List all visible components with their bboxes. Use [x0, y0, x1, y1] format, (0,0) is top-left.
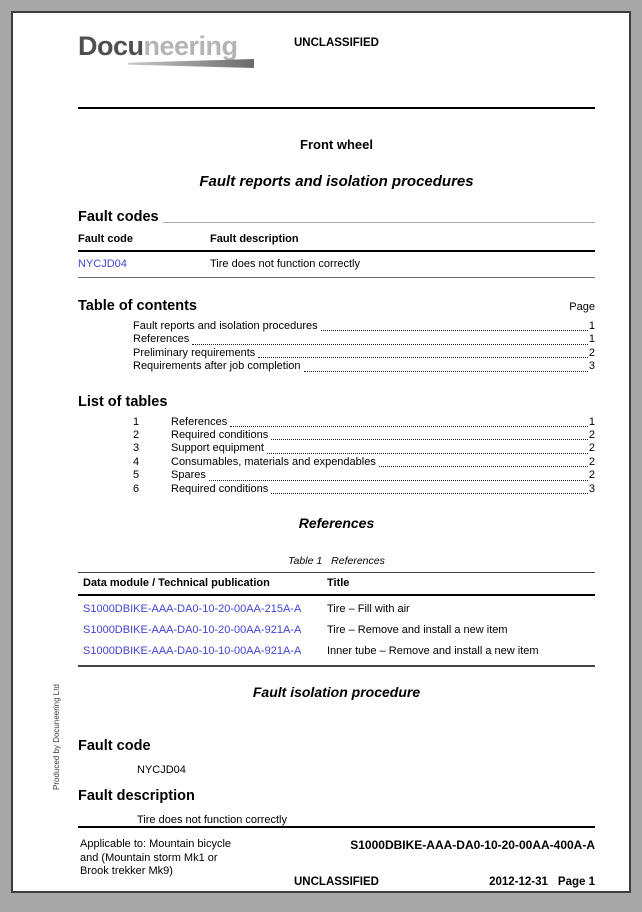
applicability-line: and (Mountain storm Mk1 or: [80, 851, 218, 864]
header-divider: [78, 107, 595, 109]
applicability-line: Applicable to: Mountain bicycle: [80, 838, 232, 851]
page-number: Page 1: [557, 876, 595, 889]
fault-description-value: Tire does not function correctly: [137, 814, 287, 827]
toc-heading: Table of contents: [78, 298, 197, 314]
toc-heading-row: [78, 298, 595, 314]
footer-date-page: [489, 876, 595, 888]
toc-entry-title: Requirements after job completion: [133, 360, 301, 373]
table-caption-label: Table 1: [288, 555, 323, 568]
toc-entry-title: Fault reports and isolation procedures: [133, 320, 318, 332]
toc-entry-title: References: [133, 333, 190, 346]
lot-entry-page: 3: [588, 482, 595, 495]
lot-entry-title: Required conditions: [171, 482, 269, 495]
document-header: [78, 33, 595, 93]
list-of-tables-entry[interactable]: [78, 429, 595, 442]
fault-codes-table-body: [78, 252, 595, 278]
references-table: [78, 572, 595, 667]
lot-entry-number: 1: [133, 415, 140, 428]
table-row: [78, 640, 595, 661]
reference-title-cell: Tire – Fill with air: [327, 602, 410, 615]
data-module-link[interactable]: S1000DBIKE-AAA-DA0-10-20-00AA-215A-A: [83, 602, 302, 615]
dot-leader: [304, 360, 588, 371]
data-module-link[interactable]: S1000DBIKE-AAA-DA0-10-20-00AA-921A-A: [83, 623, 302, 636]
fault-description-heading: Fault description: [78, 788, 195, 805]
issue-date: 2012-12-31: [489, 876, 548, 889]
lot-entry-title: Consumables, materials and expendables: [171, 455, 376, 468]
col-header-data-module: Data module / Technical publication: [83, 577, 270, 590]
list-of-tables-heading: List of tables: [78, 393, 168, 410]
lot-entry-title: Spares: [171, 469, 206, 482]
classification-banner-bottom: UNCLASSIFIED: [294, 876, 379, 889]
toc-indent: [78, 360, 133, 373]
lot-entry-title: Required conditions: [171, 429, 269, 442]
references-table-caption: [78, 555, 595, 567]
lot-indent: [78, 416, 133, 429]
table-row: [78, 619, 595, 640]
dot-leader: [379, 456, 588, 467]
list-of-tables-section: [78, 394, 595, 496]
document-footer: [78, 826, 595, 912]
toc-entry-page: 1: [588, 320, 595, 332]
applicability-text: [80, 838, 231, 879]
col-header-title: Title: [327, 577, 350, 590]
fault-code-link[interactable]: NYCJD04: [78, 258, 127, 270]
list-of-tables-entry[interactable]: [78, 469, 595, 482]
table-of-contents-section: [78, 298, 595, 374]
lot-entry-page: 2: [588, 455, 595, 468]
lot-entry-page: 2: [588, 469, 595, 482]
document-page: [11, 11, 631, 893]
fault-description-cell: Tire does not function correctly: [210, 258, 360, 270]
list-of-tables-entry[interactable]: [78, 416, 595, 429]
lot-indent: [78, 469, 133, 482]
lot-entry-title: Support equipment: [171, 442, 264, 455]
toc-entry-page: 2: [588, 346, 595, 359]
list-of-tables-list: [78, 416, 595, 496]
fault-codes-table-header: [78, 229, 595, 252]
dot-leader: [258, 347, 588, 358]
toc-entry-page: 1: [588, 333, 595, 346]
fault-codes-heading-label: Fault codes: [78, 209, 159, 225]
table-row: [78, 598, 595, 619]
toc-entry-page: 3: [588, 360, 595, 373]
fault-codes-table: [78, 229, 595, 278]
fault-codes-section: [78, 209, 595, 278]
page-subtitle: Fault reports and isolation procedures: [199, 173, 474, 190]
col-header-fault-description: Fault description: [210, 233, 299, 245]
toc-entry[interactable]: [78, 320, 595, 333]
footer-data-module-code: S1000DBIKE-AAA-DA0-10-20-00AA-400A-A: [350, 838, 595, 853]
fault-isolation-heading: Fault isolation procedure: [252, 684, 421, 701]
dot-leader: [192, 333, 588, 344]
references-table-body: [78, 596, 595, 665]
lot-indent: [78, 442, 133, 455]
toc-indent: [78, 320, 133, 333]
lot-entry-page: 1: [588, 415, 595, 428]
lot-entry-page: 2: [588, 429, 595, 442]
lot-entry-number: 5: [133, 469, 140, 482]
logo-part-dark: Docu: [78, 31, 144, 61]
dot-leader: [271, 483, 588, 494]
dot-leader: [267, 442, 588, 453]
table-caption-title: References: [331, 555, 385, 568]
data-module-link[interactable]: S1000DBIKE-AAA-DA0-10-10-00AA-921A-A: [83, 644, 302, 657]
toc-entry-title: Preliminary requirements: [133, 346, 256, 359]
fault-code-heading: Fault code: [78, 738, 151, 755]
toc-entry[interactable]: [78, 333, 595, 346]
fault-code-value: NYCJD04: [137, 764, 186, 777]
lot-entry-number: 4: [133, 455, 140, 468]
fault-codes-heading: [78, 209, 595, 225]
table-row: [78, 252, 595, 278]
toc-list: [78, 320, 595, 374]
lot-indent: [78, 429, 133, 442]
heading-rule: [163, 222, 595, 223]
dot-leader: [271, 429, 588, 440]
toc-entry[interactable]: [78, 360, 595, 373]
lot-entry-number: 3: [133, 442, 140, 455]
list-of-tables-entry[interactable]: [78, 442, 595, 455]
dot-leader: [321, 320, 588, 331]
dot-leader: [209, 469, 588, 480]
col-header-fault-code: Fault code: [78, 233, 134, 245]
logo-part-light: neering: [143, 31, 238, 61]
dot-leader: [230, 416, 588, 427]
page-title: Front wheel: [300, 137, 373, 152]
produced-by-sidebar-text: Produced by Docuneering Ltd: [52, 684, 61, 790]
references-table-header: [78, 573, 595, 596]
classification-banner-top: UNCLASSIFIED: [294, 37, 379, 49]
references-heading: References: [298, 515, 375, 532]
toc-indent: [78, 333, 133, 346]
lot-entry-title: References: [171, 415, 228, 428]
lot-entry-number: 6: [133, 482, 140, 495]
toc-entry[interactable]: [78, 347, 595, 360]
lot-indent: [78, 483, 133, 496]
list-of-tables-entry[interactable]: [78, 456, 595, 469]
reference-title-cell: Inner tube – Remove and install a new item: [327, 644, 539, 657]
toc-indent: [78, 347, 133, 360]
list-of-tables-entry[interactable]: [78, 483, 595, 496]
reference-title-cell: Tire – Remove and install a new item: [327, 623, 508, 636]
toc-page-label: Page: [569, 301, 595, 313]
lot-entry-number: 2: [133, 429, 140, 442]
applicability-line: Brook trekker Mk9): [80, 865, 173, 878]
lot-indent: [78, 456, 133, 469]
lot-entry-page: 2: [588, 442, 595, 455]
